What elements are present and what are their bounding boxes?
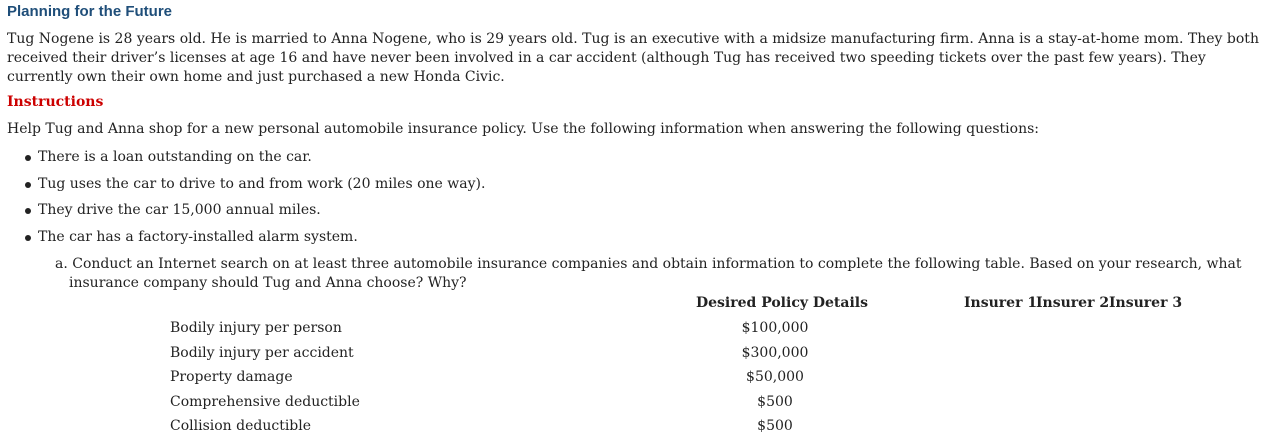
bullet-item: Tug uses the car to drive to and from work (20 miles one way). [7, 175, 485, 202]
instructions-lead: Help Tug and Anna shop for a new personal automobile insurance policy. Use the following information when answering the following questions: [7, 121, 1040, 137]
page-title: Planning for the Future [7, 3, 172, 20]
header-insurer-1: Insurer 1 [964, 295, 1038, 311]
row-label: Collision deductible [170, 418, 312, 434]
row-label: Comprehensive deductible [170, 393, 360, 410]
row-label: Bodily injury per person [170, 320, 342, 336]
row-label: Bodily injury per accident [170, 344, 354, 361]
header-insurer-2: Insurer 2 [1036, 295, 1110, 311]
info-bullet-list [7, 148, 485, 254]
header-desired-policy: Desired Policy Details [696, 295, 868, 311]
intro-paragraph: Tug Nogene is 28 years old. He is married to Anna Nogene, who is 29 years old. Tug is an executive with a midsize manufacturing firm. Anna is a stay-at-home mom. They both received their driver’s licenses at age 16 and have never been involved in a car accident (although Tug has received two speeding tickets over the past few years). They currently own their own home and just purchased a new Honda Civic. [7, 31, 1259, 85]
instructions-heading: Instructions [7, 94, 104, 110]
bullet-item: They drive the car 15,000 annual miles. [7, 201, 485, 228]
row-label: Property damage [170, 369, 293, 385]
row-desired-value: $50,000 [746, 369, 804, 385]
row-desired-value: $300,000 [741, 344, 809, 361]
bullet-item: There is a loan outstanding on the car. [7, 148, 485, 175]
row-desired-value: $500 [757, 418, 793, 434]
header-insurer-3: Insurer 3 [1109, 295, 1183, 311]
bullet-item: The car has a factory-installed alarm system. [7, 228, 485, 255]
row-desired-value: $500 [757, 393, 793, 410]
row-desired-value: $100,000 [741, 320, 809, 336]
question-a: a. Conduct an Internet search on at least three automobile insurance companies and obtain information to complete the following table. Based on your research, what insurance company should Tug and Anna choose? Why? [55, 256, 1242, 291]
